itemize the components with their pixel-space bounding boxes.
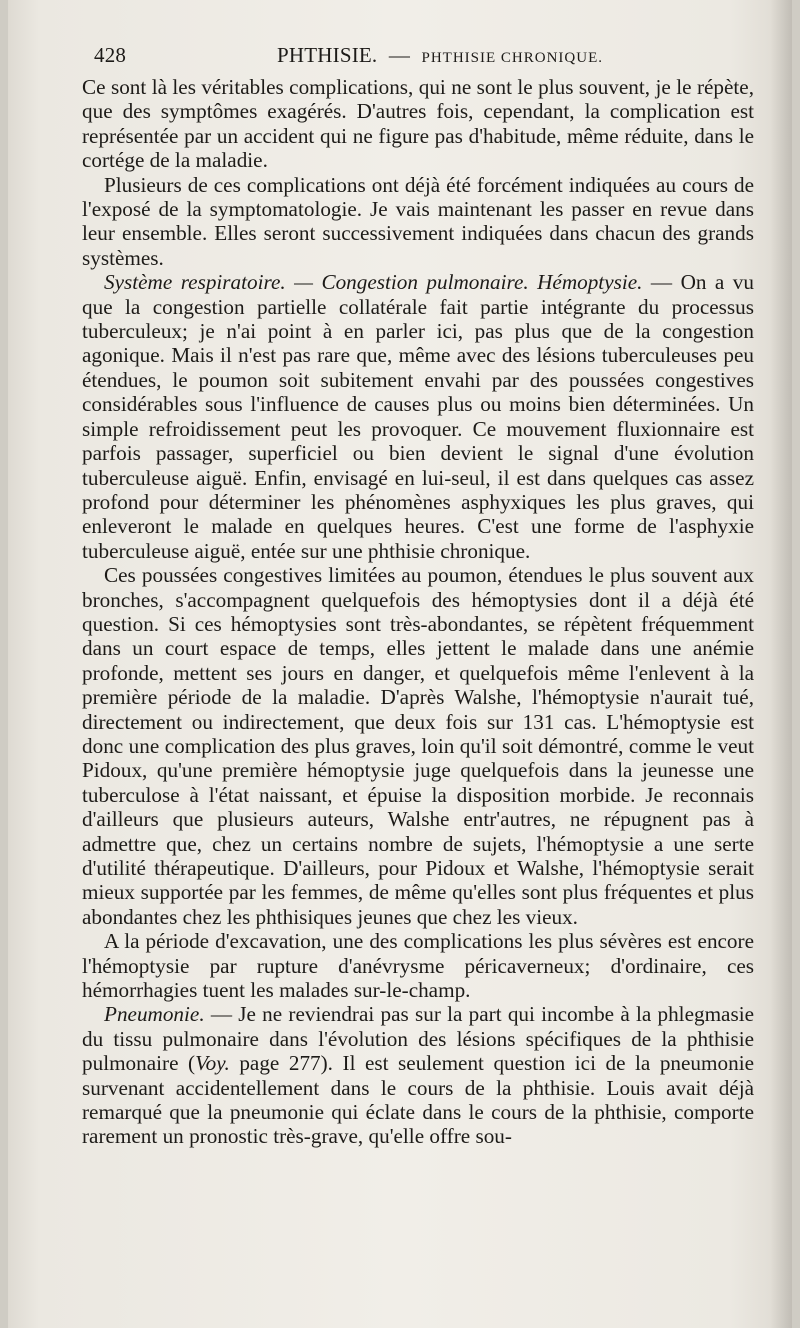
running-title: PHTHISIE. [277,43,378,67]
section-heading-respiratory: Système respiratoire. — Congestion pulmonaire. Hémoptysie. [104,270,643,295]
running-subtitle: PHTHISIE CHRONIQUE. [421,50,603,66]
running-head [277,43,603,68]
body-text [82,75,754,1149]
paragraph-complications-intro: Ce sont là les véritables complications, qui ne sont le plus souvent, je le répète, que des symptômes exagérés. D'autres fois, cependant, la complication est représentée par un accident qui ne figure pas d'habitude, même réduite, dans le cortége de la maladie. [82,75,754,173]
section-heading-pneumonia: Pneumonie. [104,1002,205,1027]
paragraph-hemoptysis: Ces poussées congestives limitées au poumon, étendues le plus souvent aux bronches, s'accompagnent quelquefois des hémoptysies dont il a déjà été question. Si ces hémoptysies sont très-abondantes, se répètent fréquemment dans un court espace de temps, elles jettent le malade dans une anémie profonde, mettent ses jours en danger, et quelquefois même l'enlevent à la première période de la maladie. D'après Walshe, l'hémoptysie n'aurait tué, directement ou indirectement, que deux fois sur 131 cas. L'hémoptysie est donc une complication des plus graves, loin qu'il soit démontré, comme le veut Pidoux, qu'une première hémoptysie juge quelquefois dans la jeunesse une tuberculose à l'état naissant, et épuise la disposition morbide. Je reconnais d'ailleurs que plusieurs auteurs, Walshe entr'autres, ne répugnent pas à admettre que, chez un certains nombre de sujets, l'hémoptysie a une serte d'utilité thérapeutique. D'ailleurs, pour Pidoux et Walshe, l'hémoptysie serait mieux supportée par les femmes, de même qu'elles sont plus fréquentes et plus abondantes chez les phthisiques jeunes que chez les vieux. [82,563,754,929]
paragraph-pneumonia: Pneumonie. — Je ne reviendrai pas sur la part qui incombe à la phlegmasie du tissu pulmonaire dans l'évolution des lésions spécifiques de la phthisie pulmonaire (Voy. page 277). Il est seulement question ici de la pneumonie survenant accidentellement dans le cours de la phthisie. Louis avait déjà remarqué que la pneumonie qui éclate dans le cours de la phthisie, comporte rarement un pronostic très-grave, qu'elle offre sou- [82,1002,754,1149]
paragraph-respiratory-system: Système respiratoire. — Congestion pulmonaire. Hémoptysie. — On a vu que la congestion partielle collatérale fait partie intégrante du processus tuberculeux; je n'ai point à en parler ici, pas plus que de la congestion agonique. Mais il n'est pas rare que, même avec des lésions tuberculeuses peu étendues, le poumon soit subitement envahi par des poussées congestives considérables sous l'influence de causes plus ou moins bien déterminées. Un simple refroidissement peut les provoquer. Ce mouvement fluxionnaire est parfois passager, superficiel ou bien devient le signal d'une évolution tuberculeuse aiguë. Enfin, envisagé en lui-seul, il est dans quelques cas assez profond pour déterminer les phénomènes asphyxiques les plus graves, qui enleveront le malade en quelques heures. C'est une forme de l'asphyxie tuberculeuse aiguë, entée sur une phthisie chronique. [82,270,754,563]
running-header [82,43,754,75]
page-number: 428 [94,43,127,67]
book-page [8,0,792,1328]
cross-reference: Voy. [195,1051,230,1076]
page-gutter-shadow [770,0,792,1328]
running-dash: — [388,43,411,67]
paragraph-systems-overview: Plusieurs de ces complications ont déjà été forcément indiquées au cours de l'exposé de la symptomatologie. Je vais maintenant les passer en revue dans leur ensemble. Elles seront successivement indiquées dans chacun des grands systèmes. [82,172,754,270]
paragraph-excavation: A la période d'excavation, une des complications les plus sévères est encore l'hémoptysie par rupture d'anévrysme péricaverneux; d'ordinaire, ces hémorrhagies tuent les malades sur-le-champ. [82,929,754,1003]
